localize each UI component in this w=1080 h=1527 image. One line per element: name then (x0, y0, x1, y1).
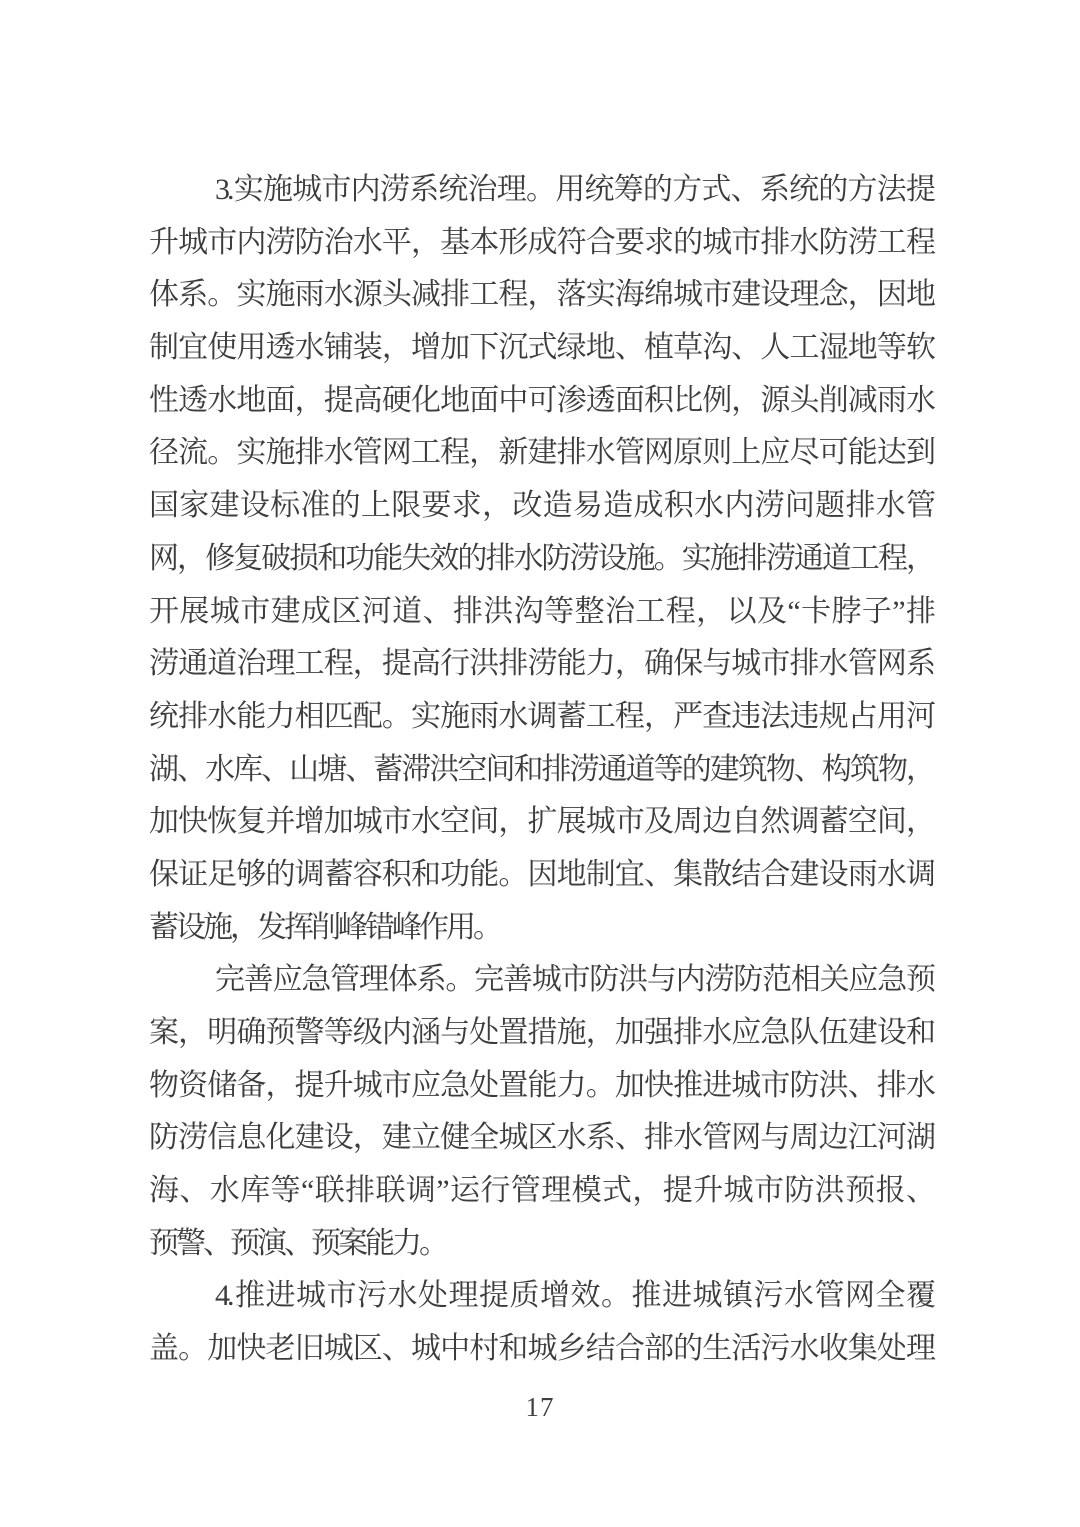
text-line: 预警、预演、预案能力。 (149, 1226, 446, 1260)
text-line: 盖。加快老旧城区、城中村和城乡结合部的生活污水收集处理 (149, 1332, 933, 1366)
text-line: 蓄设施，发挥削峰错峰作用。 (149, 910, 500, 944)
text-line: 3.实施城市内涝系统治理。用统筹的方式、系统的方法提 (215, 173, 933, 206)
text-line: 案，明确预警等级内涵与处置措施，加强排水应急队伍建设和 (149, 1016, 933, 1049)
text-line: 升城市内涝防治水平，基本形成符合要求的城市排水防涝工程 (149, 225, 933, 259)
text-line: 防涝信息化建设，建立健全城区水系、排水管网与周边江河湖 (149, 1121, 933, 1155)
text-line: 制宜使用透水铺装，增加下沉式绿地、植草沟、人工湿地等软 (149, 331, 933, 365)
text-line: 保证足够的调蓄容积和功能。因地制宜、集散结合建设雨水调 (149, 857, 933, 891)
text-line: 物资储备，提升城市应急处置能力。加快推进城市防洪、排水 (149, 1068, 933, 1102)
text-line: 体系。实施雨水源头减排工程，落实海绵城市建设理念，因地 (149, 278, 933, 312)
text-line: 完善应急管理体系。完善城市防洪与内涝防范相关应急预 (215, 963, 933, 997)
text-line: 海、水库等“联排联调”运行管理模式，提升城市防洪预报、 (149, 1174, 933, 1208)
text-line: 统排水能力相匹配。实施雨水调蓄工程，严查违法违规占用河 (149, 699, 933, 733)
text-line: 4.推进城市污水处理提质增效。推进城镇污水管网全覆 (215, 1279, 933, 1313)
text-line: 涝通道治理工程，提高行洪排涝能力，确保与城市排水管网系 (149, 647, 933, 681)
text-line: 湖、水库、山塘、蓄滞洪空间和排涝通道等的建筑物、构筑物， (149, 752, 933, 786)
page-number: 17 (525, 1392, 555, 1422)
text-line: 开展城市建成区河道、排洪沟等整治工程，以及“卡脖子”排 (149, 594, 933, 628)
text-line: 国家建设标准的上限要求，改造易造成积水内涝问题排水管 (149, 489, 933, 523)
text-line: 径流。实施排水管网工程，新建排水管网原则上应尽可能达到 (149, 436, 933, 470)
document-body (149, 164, 933, 1376)
text-line: 网，修复破损和功能失效的排水防涝设施。实施排涝通道工程， (149, 541, 933, 575)
text-line: 加快恢复并增加城市水空间，扩展城市及周边自然调蓄空间， (149, 805, 933, 839)
text-line: 性透水地面，提高硬化地面中可渗透面积比例，源头削减雨水 (149, 383, 933, 417)
